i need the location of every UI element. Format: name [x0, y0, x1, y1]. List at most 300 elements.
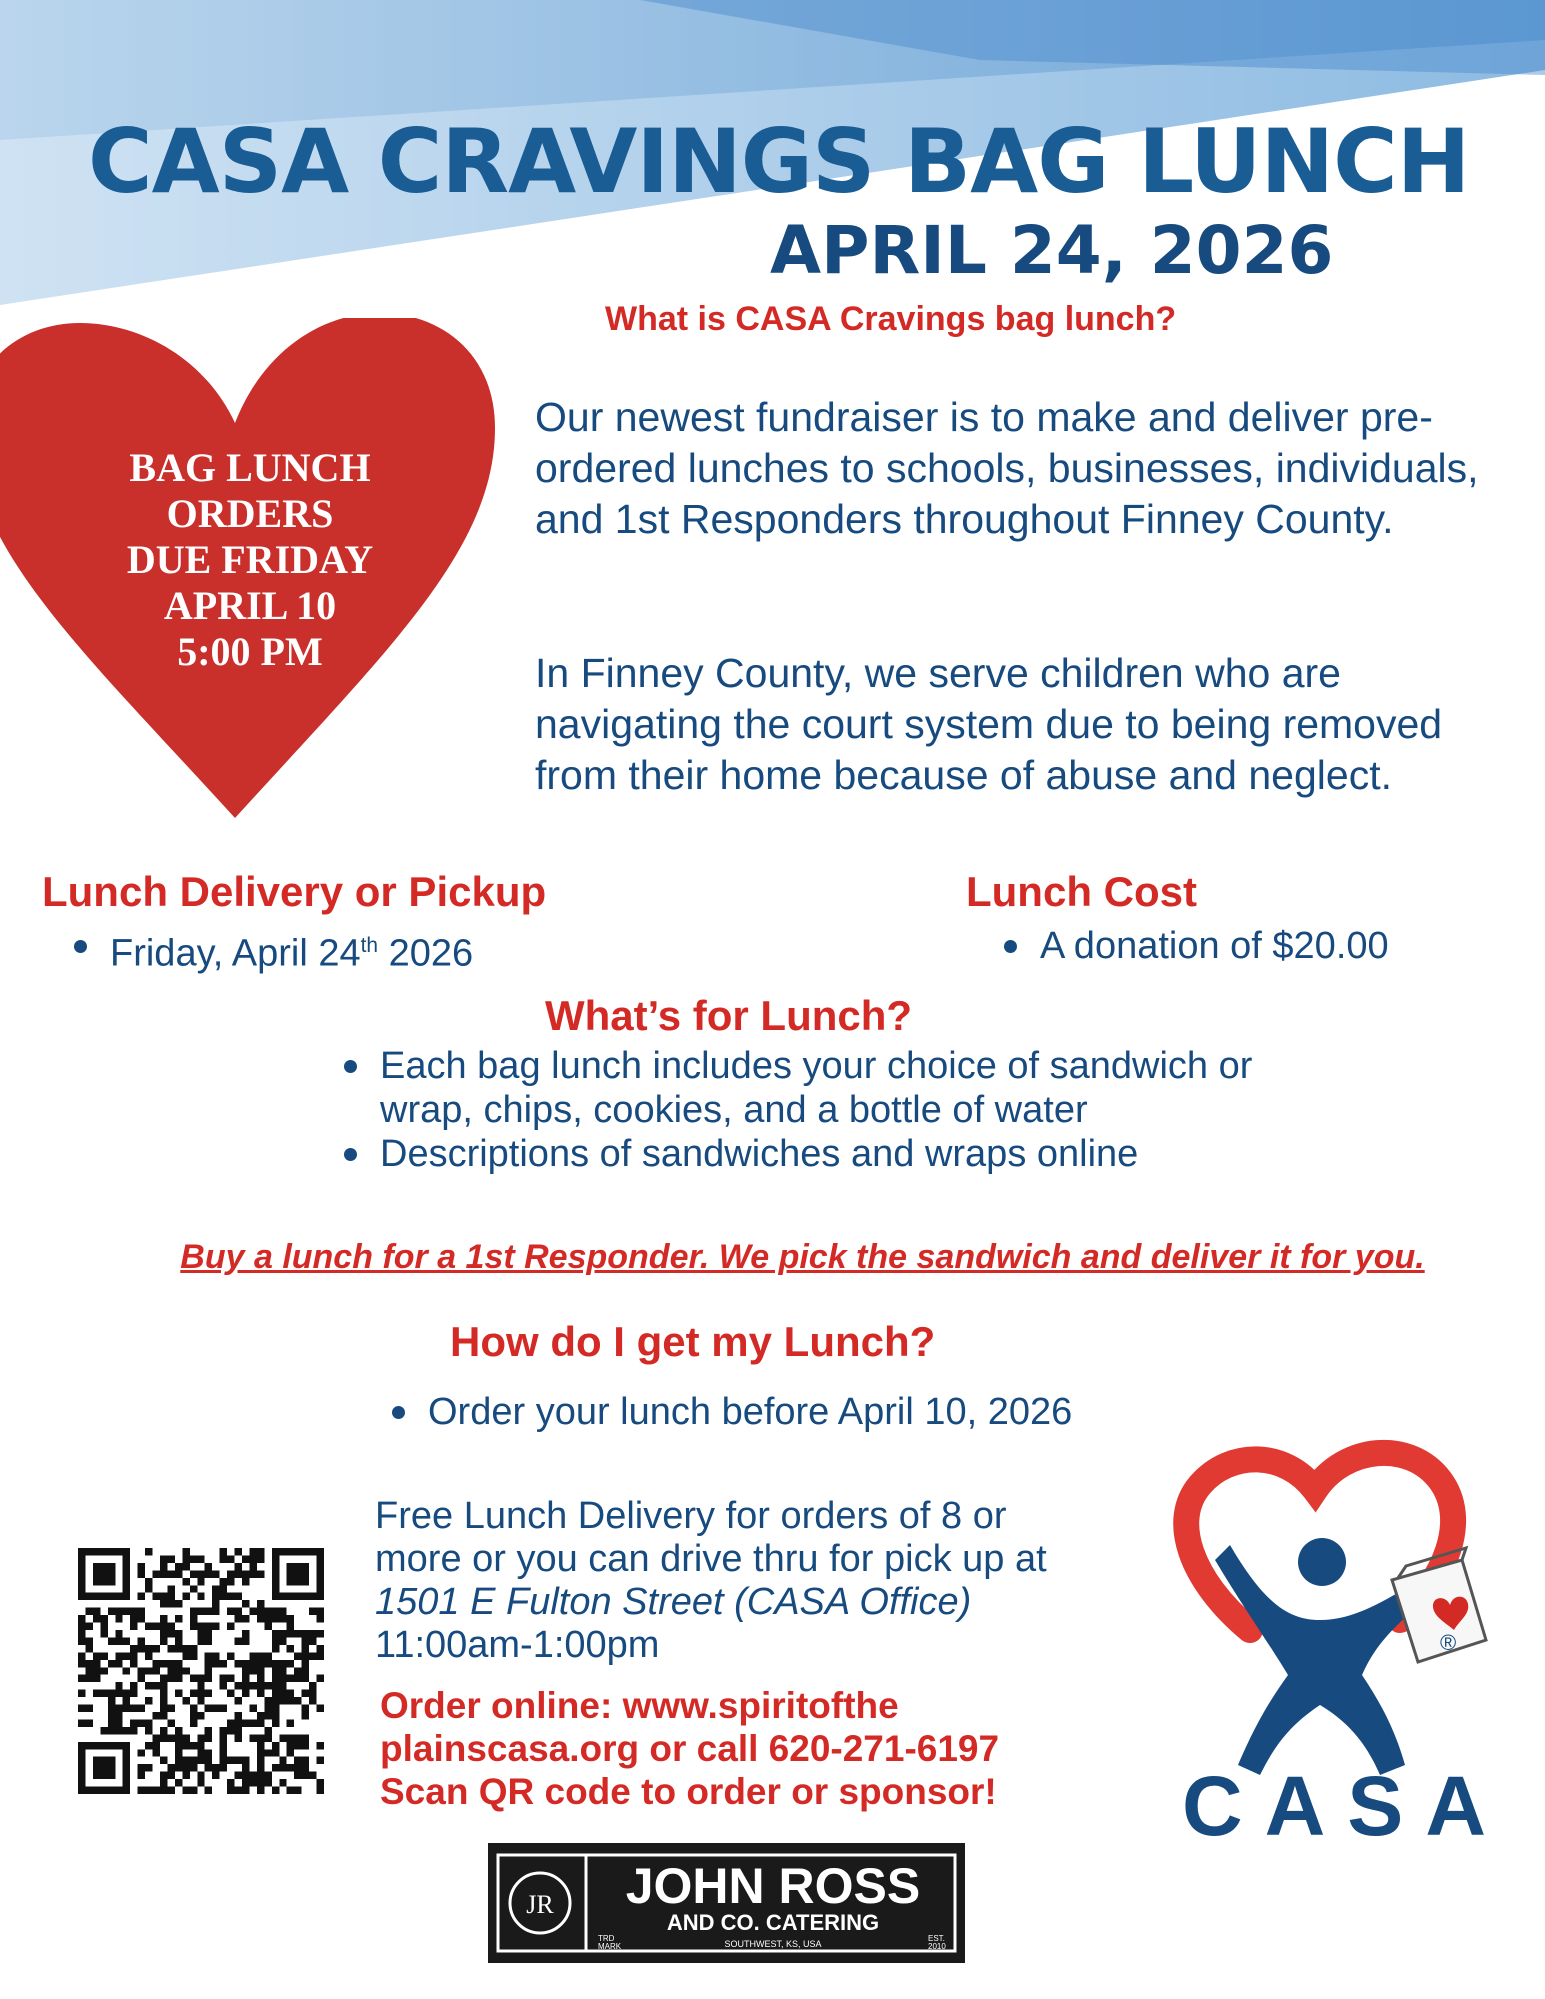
qr-module — [138, 1719, 145, 1726]
qr-module — [302, 1772, 309, 1779]
qr-module — [130, 1719, 137, 1726]
qr-module — [309, 1608, 316, 1615]
qr-module — [317, 1705, 324, 1712]
qr-module — [197, 1608, 204, 1615]
intro-paragraph-1: Our newest fundraiser is to make and deliver pre-ordered lunches to schools, businesses, individuals, and 1st Responders throughout Finney County. — [535, 394, 1479, 542]
qr-module — [115, 1630, 122, 1637]
qr-module — [287, 1645, 294, 1652]
qr-module — [309, 1682, 316, 1689]
qr-module — [287, 1690, 294, 1697]
qr-module — [145, 1578, 152, 1585]
qr-module — [175, 1563, 182, 1570]
qr-module — [78, 1637, 85, 1644]
qr-module — [85, 1645, 92, 1652]
qr-module — [220, 1705, 227, 1712]
qr-module — [294, 1630, 301, 1637]
qr-module — [272, 1667, 279, 1674]
qr-module — [227, 1779, 234, 1786]
qr-module — [279, 1660, 286, 1667]
qr-module — [115, 1637, 122, 1644]
qr-module — [205, 1563, 212, 1570]
qr-module — [294, 1652, 301, 1659]
qr-module — [302, 1734, 309, 1741]
qr-module — [227, 1578, 234, 1585]
qr-module — [138, 1749, 145, 1756]
qr-module — [160, 1593, 167, 1600]
qr-module — [317, 1645, 324, 1652]
qr-module — [175, 1600, 182, 1607]
qr-module — [227, 1675, 234, 1682]
qr-module — [197, 1675, 204, 1682]
qr-module — [272, 1660, 279, 1667]
qr-module — [242, 1719, 249, 1726]
qr-module — [205, 1652, 212, 1659]
cost-list — [994, 924, 1514, 968]
qr-module — [257, 1667, 264, 1674]
qr-module — [115, 1712, 122, 1719]
qr-module — [317, 1630, 324, 1637]
qr-module — [182, 1645, 189, 1652]
qr-module — [235, 1570, 242, 1577]
qr-module — [160, 1615, 167, 1622]
qr-module — [123, 1727, 130, 1734]
qr-module — [279, 1757, 286, 1764]
qr-module — [130, 1705, 137, 1712]
qr-module — [167, 1719, 174, 1726]
qr-module — [175, 1727, 182, 1734]
qr-module — [190, 1764, 197, 1771]
qr-module — [182, 1563, 189, 1570]
qr-module — [108, 1690, 115, 1697]
qr-module — [138, 1608, 145, 1615]
qr-module — [220, 1660, 227, 1667]
qr-module — [190, 1615, 197, 1622]
qr-module — [197, 1630, 204, 1637]
qr-module — [220, 1742, 227, 1749]
qr-module — [93, 1615, 100, 1622]
qr-module — [175, 1570, 182, 1577]
qr-module — [287, 1734, 294, 1741]
qr-module — [175, 1779, 182, 1786]
qr-module — [212, 1764, 219, 1771]
qr-module — [197, 1690, 204, 1697]
qr-module — [175, 1764, 182, 1771]
qr-module — [220, 1555, 227, 1562]
caterer-location: SOUTHWEST, KS, USA — [724, 1939, 822, 1949]
established-year: 2010 — [928, 1942, 946, 1951]
qr-module — [167, 1705, 174, 1712]
qr-module — [115, 1727, 122, 1734]
qr-module — [138, 1772, 145, 1779]
badge-line: ORDERS — [166, 491, 334, 536]
qr-module — [235, 1727, 242, 1734]
casa-wordmark: CASA — [1181, 1759, 1509, 1850]
qr-module — [212, 1623, 219, 1630]
qr-module — [302, 1667, 309, 1674]
qr-module — [205, 1734, 212, 1741]
established-label: EST. — [928, 1934, 945, 1943]
qr-module — [287, 1749, 294, 1756]
qr-module — [190, 1645, 197, 1652]
qr-module — [257, 1675, 264, 1682]
qr-module — [249, 1660, 256, 1667]
qr-module — [235, 1682, 242, 1689]
qr-module — [85, 1719, 92, 1726]
order-line: Scan QR code to order or sponsor! — [380, 1771, 997, 1812]
qr-module — [249, 1570, 256, 1577]
qr-module — [242, 1615, 249, 1622]
qr-module — [257, 1787, 264, 1794]
qr-module — [294, 1675, 301, 1682]
qr-module — [93, 1757, 115, 1779]
qr-module — [197, 1779, 204, 1786]
list-item — [64, 924, 664, 976]
qr-module — [257, 1615, 264, 1622]
qr-module — [85, 1608, 92, 1615]
qr-module — [160, 1563, 167, 1570]
qr-module — [272, 1645, 279, 1652]
delivery-info-line: more or you can drive thru for pick up at — [375, 1538, 1047, 1580]
qr-module — [272, 1690, 279, 1697]
qr-module — [85, 1667, 92, 1674]
qr-module — [272, 1697, 279, 1704]
qr-module — [279, 1675, 286, 1682]
qr-module — [235, 1563, 242, 1570]
qr-module — [182, 1578, 189, 1585]
qr-module — [190, 1705, 197, 1712]
qr-module — [190, 1608, 197, 1615]
qr-module — [175, 1749, 182, 1756]
qr-module — [108, 1712, 115, 1719]
qr-module — [160, 1637, 167, 1644]
qr-module — [153, 1667, 160, 1674]
qr-module — [85, 1705, 92, 1712]
qr-module — [205, 1570, 212, 1577]
qr-module — [130, 1660, 137, 1667]
qr-module — [160, 1697, 167, 1704]
cost-heading: Lunch Cost — [966, 868, 1197, 915]
qr-module — [190, 1787, 197, 1794]
list-item: Order your lunch before April 10, 2026 — [382, 1390, 1102, 1434]
qr-module — [272, 1712, 279, 1719]
qr-module — [287, 1630, 294, 1637]
qr-module — [317, 1779, 324, 1786]
qr-module — [249, 1667, 256, 1674]
qr-module — [279, 1615, 286, 1622]
qr-module — [115, 1682, 122, 1689]
qr-module — [167, 1772, 174, 1779]
qr-module — [153, 1734, 160, 1741]
qr-module — [100, 1690, 107, 1697]
qr-module — [235, 1734, 242, 1741]
qr-module — [235, 1593, 242, 1600]
qr-module — [145, 1623, 152, 1630]
qr-module — [93, 1667, 100, 1674]
qr-module — [190, 1712, 197, 1719]
qr-module — [227, 1608, 234, 1615]
qr-module — [85, 1637, 92, 1644]
qr-module — [182, 1787, 189, 1794]
qr-module — [249, 1608, 256, 1615]
qr-module — [257, 1749, 264, 1756]
qr-module — [257, 1600, 264, 1607]
qr-module — [85, 1660, 92, 1667]
qr-module — [205, 1727, 212, 1734]
qr-module — [145, 1764, 152, 1771]
trademark-label: TRD — [598, 1934, 615, 1943]
qr-module — [279, 1682, 286, 1689]
qr-module — [227, 1555, 234, 1562]
qr-module — [108, 1727, 115, 1734]
qr-module — [279, 1690, 286, 1697]
qr-module — [227, 1570, 234, 1577]
qr-module — [93, 1652, 100, 1659]
qr-module — [264, 1734, 271, 1741]
qr-module — [272, 1742, 279, 1749]
qr-module — [212, 1660, 219, 1667]
qr-module — [197, 1734, 204, 1741]
list-item: A donation of $20.00 — [994, 924, 1514, 968]
qr-module — [108, 1697, 115, 1704]
qr-module — [78, 1705, 85, 1712]
qr-module — [294, 1697, 301, 1704]
qr-module — [167, 1555, 174, 1562]
qr-module — [138, 1645, 145, 1652]
qr-module — [205, 1690, 212, 1697]
order-info — [380, 1684, 1180, 1813]
qr-module — [167, 1593, 174, 1600]
john-ross-catering-logo — [488, 1843, 965, 1963]
qr-module — [153, 1742, 160, 1749]
pickup-address: 1501 E Fulton Street (CASA Office) — [375, 1581, 972, 1623]
qr-module — [175, 1734, 182, 1741]
qr-module — [272, 1764, 279, 1771]
qr-module — [302, 1742, 309, 1749]
page-title: CASA CRAVINGS BAG LUNCH — [88, 110, 1470, 213]
qr-module — [242, 1660, 249, 1667]
qr-module — [160, 1690, 167, 1697]
qr-module — [264, 1712, 271, 1719]
qr-module — [220, 1675, 227, 1682]
qr-module — [317, 1757, 324, 1764]
qr-module — [272, 1675, 279, 1682]
qr-module — [257, 1690, 264, 1697]
qr-module — [257, 1660, 264, 1667]
qr-module — [242, 1690, 249, 1697]
qr-module — [317, 1787, 324, 1794]
qr-module — [130, 1690, 137, 1697]
qr-module — [175, 1742, 182, 1749]
qr-module — [257, 1779, 264, 1786]
qr-module — [235, 1697, 242, 1704]
first-responder-callout: Buy a lunch for a 1st Responder. We pick the sandwich and deliver it for you. — [180, 1238, 1425, 1276]
qr-module — [220, 1757, 227, 1764]
qr-module — [138, 1675, 145, 1682]
qr-module — [235, 1548, 242, 1555]
qr-module — [279, 1779, 286, 1786]
qr-module — [287, 1764, 294, 1771]
qr-module — [160, 1555, 167, 1562]
qr-module — [249, 1719, 256, 1726]
qr-module — [302, 1660, 309, 1667]
qr-module — [138, 1705, 145, 1712]
qr-module — [175, 1667, 182, 1674]
qr-module — [235, 1660, 242, 1667]
qr-module — [100, 1652, 107, 1659]
qr-module — [100, 1630, 107, 1637]
qr-module — [212, 1652, 219, 1659]
qr-module — [227, 1727, 234, 1734]
qr-module — [205, 1623, 212, 1630]
qr-module — [153, 1660, 160, 1667]
qr-module — [294, 1764, 301, 1771]
qr-module — [100, 1623, 107, 1630]
qr-module — [287, 1563, 309, 1585]
qr-module — [115, 1652, 122, 1659]
qr-module — [197, 1623, 204, 1630]
qr-module — [212, 1585, 219, 1592]
qr-code[interactable] — [78, 1548, 324, 1794]
qr-module — [205, 1757, 212, 1764]
qr-module — [160, 1630, 167, 1637]
qr-module — [249, 1705, 256, 1712]
qr-module — [205, 1608, 212, 1615]
qr-module — [302, 1690, 309, 1697]
qr-module — [85, 1675, 92, 1682]
qr-module — [160, 1705, 167, 1712]
qr-module — [123, 1705, 130, 1712]
qr-module — [197, 1757, 204, 1764]
qr-module — [197, 1697, 204, 1704]
qr-module — [287, 1623, 294, 1630]
qr-module — [175, 1630, 182, 1637]
qr-module — [123, 1608, 130, 1615]
qr-module — [235, 1637, 242, 1644]
qr-module — [160, 1734, 167, 1741]
qr-module — [235, 1712, 242, 1719]
qr-module — [182, 1555, 189, 1562]
qr-module — [182, 1734, 189, 1741]
qr-module — [145, 1652, 152, 1659]
qr-module — [190, 1757, 197, 1764]
qr-module — [205, 1764, 212, 1771]
qr-module — [272, 1719, 279, 1726]
qr-module — [249, 1652, 256, 1659]
qr-module — [160, 1682, 167, 1689]
qr-module — [197, 1682, 204, 1689]
qr-module — [167, 1675, 174, 1682]
qr-module — [100, 1615, 107, 1622]
qr-module — [190, 1719, 197, 1726]
qr-module — [130, 1645, 137, 1652]
qr-module — [197, 1593, 204, 1600]
qr-module — [227, 1757, 234, 1764]
qr-module — [272, 1630, 279, 1637]
qr-module — [294, 1734, 301, 1741]
qr-module — [167, 1570, 174, 1577]
qr-module — [93, 1675, 100, 1682]
qr-module — [249, 1563, 256, 1570]
qr-module — [167, 1623, 174, 1630]
badge-line: BAG LUNCH — [129, 445, 371, 490]
qr-module — [294, 1757, 301, 1764]
qr-module — [197, 1637, 204, 1644]
qr-module — [264, 1623, 271, 1630]
qr-module — [309, 1690, 316, 1697]
qr-module — [242, 1637, 249, 1644]
qr-module — [160, 1712, 167, 1719]
qr-module — [212, 1593, 219, 1600]
delivery-info-line: Free Lunch Delivery for orders of 8 or — [375, 1495, 1007, 1537]
qr-module — [197, 1570, 204, 1577]
qr-module — [212, 1772, 219, 1779]
qr-module — [317, 1742, 324, 1749]
qr-module — [242, 1764, 249, 1771]
qr-module — [242, 1555, 249, 1562]
qr-module — [287, 1697, 294, 1704]
qr-module — [175, 1660, 182, 1667]
qr-module — [287, 1675, 294, 1682]
intro-question: What is CASA Cravings bag lunch? — [605, 300, 1177, 338]
qr-module — [78, 1615, 85, 1622]
qr-module — [287, 1719, 294, 1726]
qr-module — [130, 1727, 137, 1734]
qr-module — [190, 1555, 197, 1562]
event-date: APRIL 24, 2026 — [770, 212, 1334, 289]
qr-module — [160, 1600, 167, 1607]
delivery-info — [375, 1495, 1175, 1667]
qr-module — [212, 1570, 219, 1577]
qr-module — [130, 1615, 137, 1622]
monogram: JR — [526, 1890, 554, 1919]
qr-module — [272, 1705, 279, 1712]
qr-module — [100, 1667, 107, 1674]
how-list — [382, 1390, 1102, 1434]
qr-module — [123, 1667, 130, 1674]
qr-module — [264, 1682, 271, 1689]
badge-line: DUE FRIDAY — [126, 537, 374, 582]
qr-module — [182, 1764, 189, 1771]
qr-module — [160, 1757, 167, 1764]
qr-module — [242, 1600, 249, 1607]
lunch-items-list — [334, 1044, 1284, 1176]
qr-module — [257, 1548, 264, 1555]
qr-module — [115, 1660, 122, 1667]
qr-module — [138, 1637, 145, 1644]
qr-module — [190, 1742, 197, 1749]
qr-module — [264, 1705, 271, 1712]
qr-module — [279, 1667, 286, 1674]
qr-module — [145, 1667, 152, 1674]
qr-module — [257, 1608, 264, 1615]
qr-module — [205, 1667, 212, 1674]
qr-module — [294, 1772, 301, 1779]
qr-module — [242, 1667, 249, 1674]
qr-module — [153, 1623, 160, 1630]
qr-module — [279, 1637, 286, 1644]
qr-module — [242, 1570, 249, 1577]
qr-module — [100, 1727, 107, 1734]
qr-module — [78, 1652, 85, 1659]
qr-module — [160, 1623, 167, 1630]
intro-paragraph-2: In Finney County, we serve children who are navigating the court system due to being removed from their home because of abuse and neglect. — [535, 650, 1443, 798]
qr-module — [220, 1734, 227, 1741]
qr-module — [167, 1660, 174, 1667]
ordinal-suffix: th — [360, 934, 379, 957]
qr-module — [302, 1764, 309, 1771]
registered-mark: ® — [1440, 1630, 1457, 1655]
qr-module — [130, 1608, 137, 1615]
